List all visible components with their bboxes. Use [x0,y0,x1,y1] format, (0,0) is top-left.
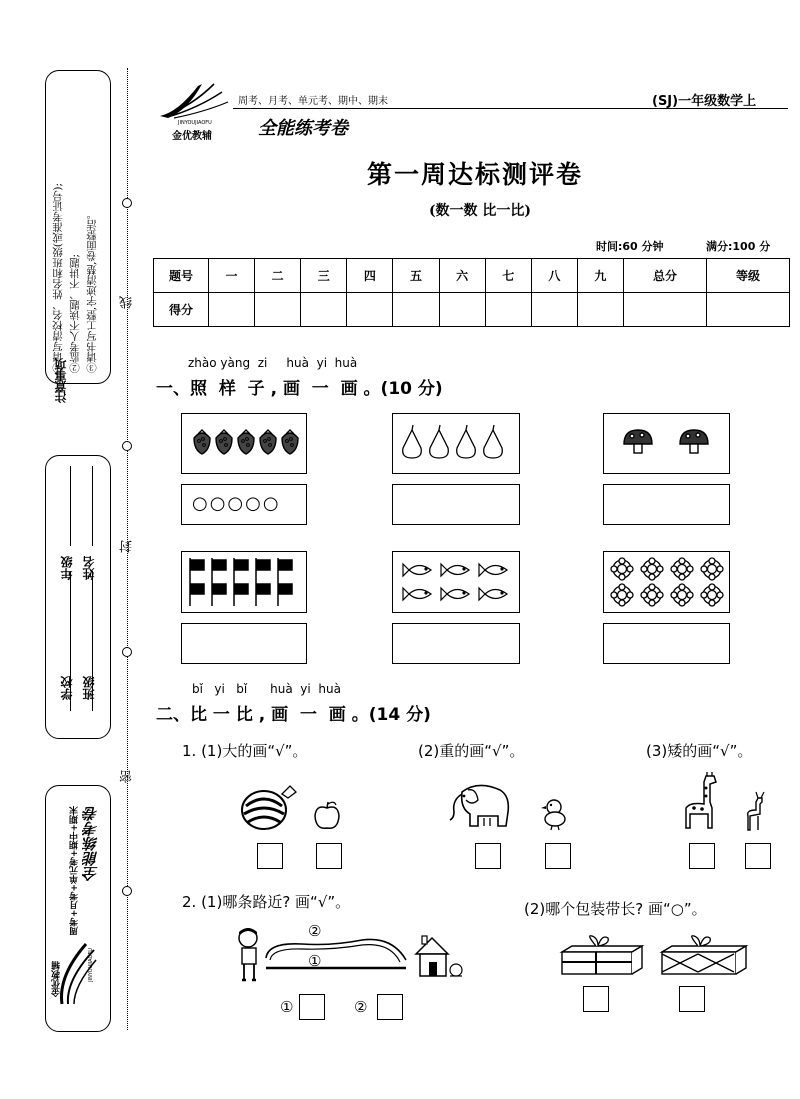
flower-box [603,551,730,613]
exam-time: 时间:60 分钟 [596,240,664,253]
notice-title: 注意事项 [54,359,68,403]
score-header-cell: 八 [531,259,577,293]
road-2-checkbox[interactable] [377,994,403,1020]
score-input-cell[interactable] [623,293,706,327]
pear-answer-box[interactable] [392,484,520,525]
road-2-label: ② [308,922,322,940]
example-circles: ○○○○○ [192,493,281,514]
ad-line1: 周考+月考+单元考+期中+期末 [70,806,80,936]
score-input-cell[interactable] [393,293,439,327]
house-icon [412,934,464,980]
giraffe-checkbox[interactable] [689,843,715,869]
binding-ring [122,886,132,896]
ad-line2: 全能练考卷 [82,806,100,881]
score-value-row [154,293,790,327]
score-header-cell: 七 [485,259,531,293]
score-input-cell[interactable] [347,293,393,327]
flag-answer-box[interactable] [181,623,307,664]
page-title: 第一周达标测评卷 [366,160,583,189]
ad-logo-pinyin: JINYOUJIAOFU [88,948,94,982]
score-header-cell: 题号 [154,259,209,293]
fish-icon [393,552,519,612]
road-paths-icon [262,932,410,974]
notice-1: ①请写清校名、姓名和班级(或准考证号); [52,182,64,373]
section1-title: 一、照 样 子 , 画 一 画 。(10 分) [156,379,443,399]
cut-label-mi: 密 [120,770,135,783]
q1-2-text: (2)重的画“√”。 [418,742,525,760]
elephant-checkbox[interactable] [475,843,501,869]
deer-icon [742,792,768,832]
chick-icon [540,797,570,831]
flowers-icon [604,552,729,612]
score-header-cell: 二 [255,259,301,293]
name-label: 姓名 [82,556,96,580]
mushroom-answer-box[interactable] [603,484,730,525]
student-info-box [45,455,111,739]
notice-3: ③请书写工整,字迹清楚,卷面整洁。 [86,208,98,373]
binding-ring [122,647,132,657]
q2-2-text: (2)哪个包装带长? 画“○”。 [524,900,707,918]
pears-icon [393,414,519,473]
score-header-row [154,259,790,293]
gift-box-small-icon [558,932,644,976]
exam-types: 周考、月考、单元考、期中、期末 [238,96,388,107]
score-input-cell[interactable] [301,293,347,327]
section1-pinyin: zhào yàng zi huà yi huà [188,356,358,370]
section2-title: 二、比 一 比 , 画 一 画 。(14 分) [156,705,431,725]
class-label: 班级 [82,676,96,700]
flag-box [181,551,307,613]
score-input-cell[interactable] [531,293,577,327]
score-input-cell[interactable] [255,293,301,327]
example-answer-box [181,484,307,525]
pear-box [392,413,520,474]
score-input-cell[interactable] [577,293,623,327]
flags-icon [182,552,306,612]
girl-icon [234,926,264,984]
logo-pinyin: JINYOUJIAOFU [178,120,212,126]
grade-label: 年级 [60,556,74,580]
apple-icon [312,800,342,832]
grade-subject: (SJ)一年级数学上 [652,94,757,109]
score-input-cell[interactable] [706,293,789,327]
name-underline [92,466,93,546]
notice-box [45,70,111,403]
apple-checkbox[interactable] [316,843,342,869]
logo-name: 金优教辅 [172,131,212,142]
grade-underline [70,466,71,546]
score-header-cell: 三 [301,259,347,293]
strawberry-box [181,413,307,474]
road-1-checkbox[interactable] [299,994,325,1020]
score-header-cell: 六 [439,259,485,293]
elephant-icon [448,778,520,830]
road-1-label: ① [308,952,322,970]
cut-label-xian: 线 [120,296,135,309]
score-header-cell: 一 [209,259,255,293]
q2-1-text: 2. (1)哪条路近? 画“√”。 [182,893,351,911]
fish-box [392,551,520,613]
score-row-label: 得分 [154,293,209,327]
gift-box-large-icon [658,932,748,976]
score-header-cell: 五 [393,259,439,293]
ad-logo-name: 金优教辅 [52,961,62,997]
page-subtitle: (数一数 比一比) [428,203,532,219]
score-input-cell[interactable] [209,293,255,327]
notice-2: ②监考人不读题、不讲题; [69,253,81,373]
watermelon-icon [240,782,298,832]
binding-ring [122,198,132,208]
cut-label-feng: 封 [120,540,135,553]
q1-1-text: 1. (1)大的画“√”。 [182,742,308,760]
score-input-cell[interactable] [485,293,531,327]
school-label: 学校 [60,676,74,700]
fish-answer-box[interactable] [392,623,520,664]
series-name: 全能练考卷 [258,118,348,139]
full-score: 满分:100 分 [706,240,771,253]
mushroom-box [603,413,730,474]
score-header-cell: 四 [347,259,393,293]
chick-checkbox[interactable] [545,843,571,869]
score-table [153,258,790,327]
score-header-cell: 九 [577,259,623,293]
section2-pinyin: bǐ yi bǐ huà yi huà [192,682,341,696]
gift-large-checkbox[interactable] [679,986,705,1012]
option-2-label: ② [354,998,368,1016]
deer-checkbox[interactable] [745,843,771,869]
mushrooms-icon [604,414,729,473]
brand-ad-box [45,785,111,1032]
q1-3-text: (3)矮的画“√”。 [646,742,753,760]
binding-ring [122,441,132,451]
watermelon-checkbox[interactable] [257,843,283,869]
flower-answer-box[interactable] [603,623,730,664]
gift-small-checkbox[interactable] [583,986,609,1012]
score-header-cell: 总分 [623,259,706,293]
score-input-cell[interactable] [439,293,485,327]
strawberries-icon [182,414,306,473]
score-header-cell: 等级 [706,259,789,293]
giraffe-icon [676,772,726,832]
option-1-label: ① [280,998,294,1016]
